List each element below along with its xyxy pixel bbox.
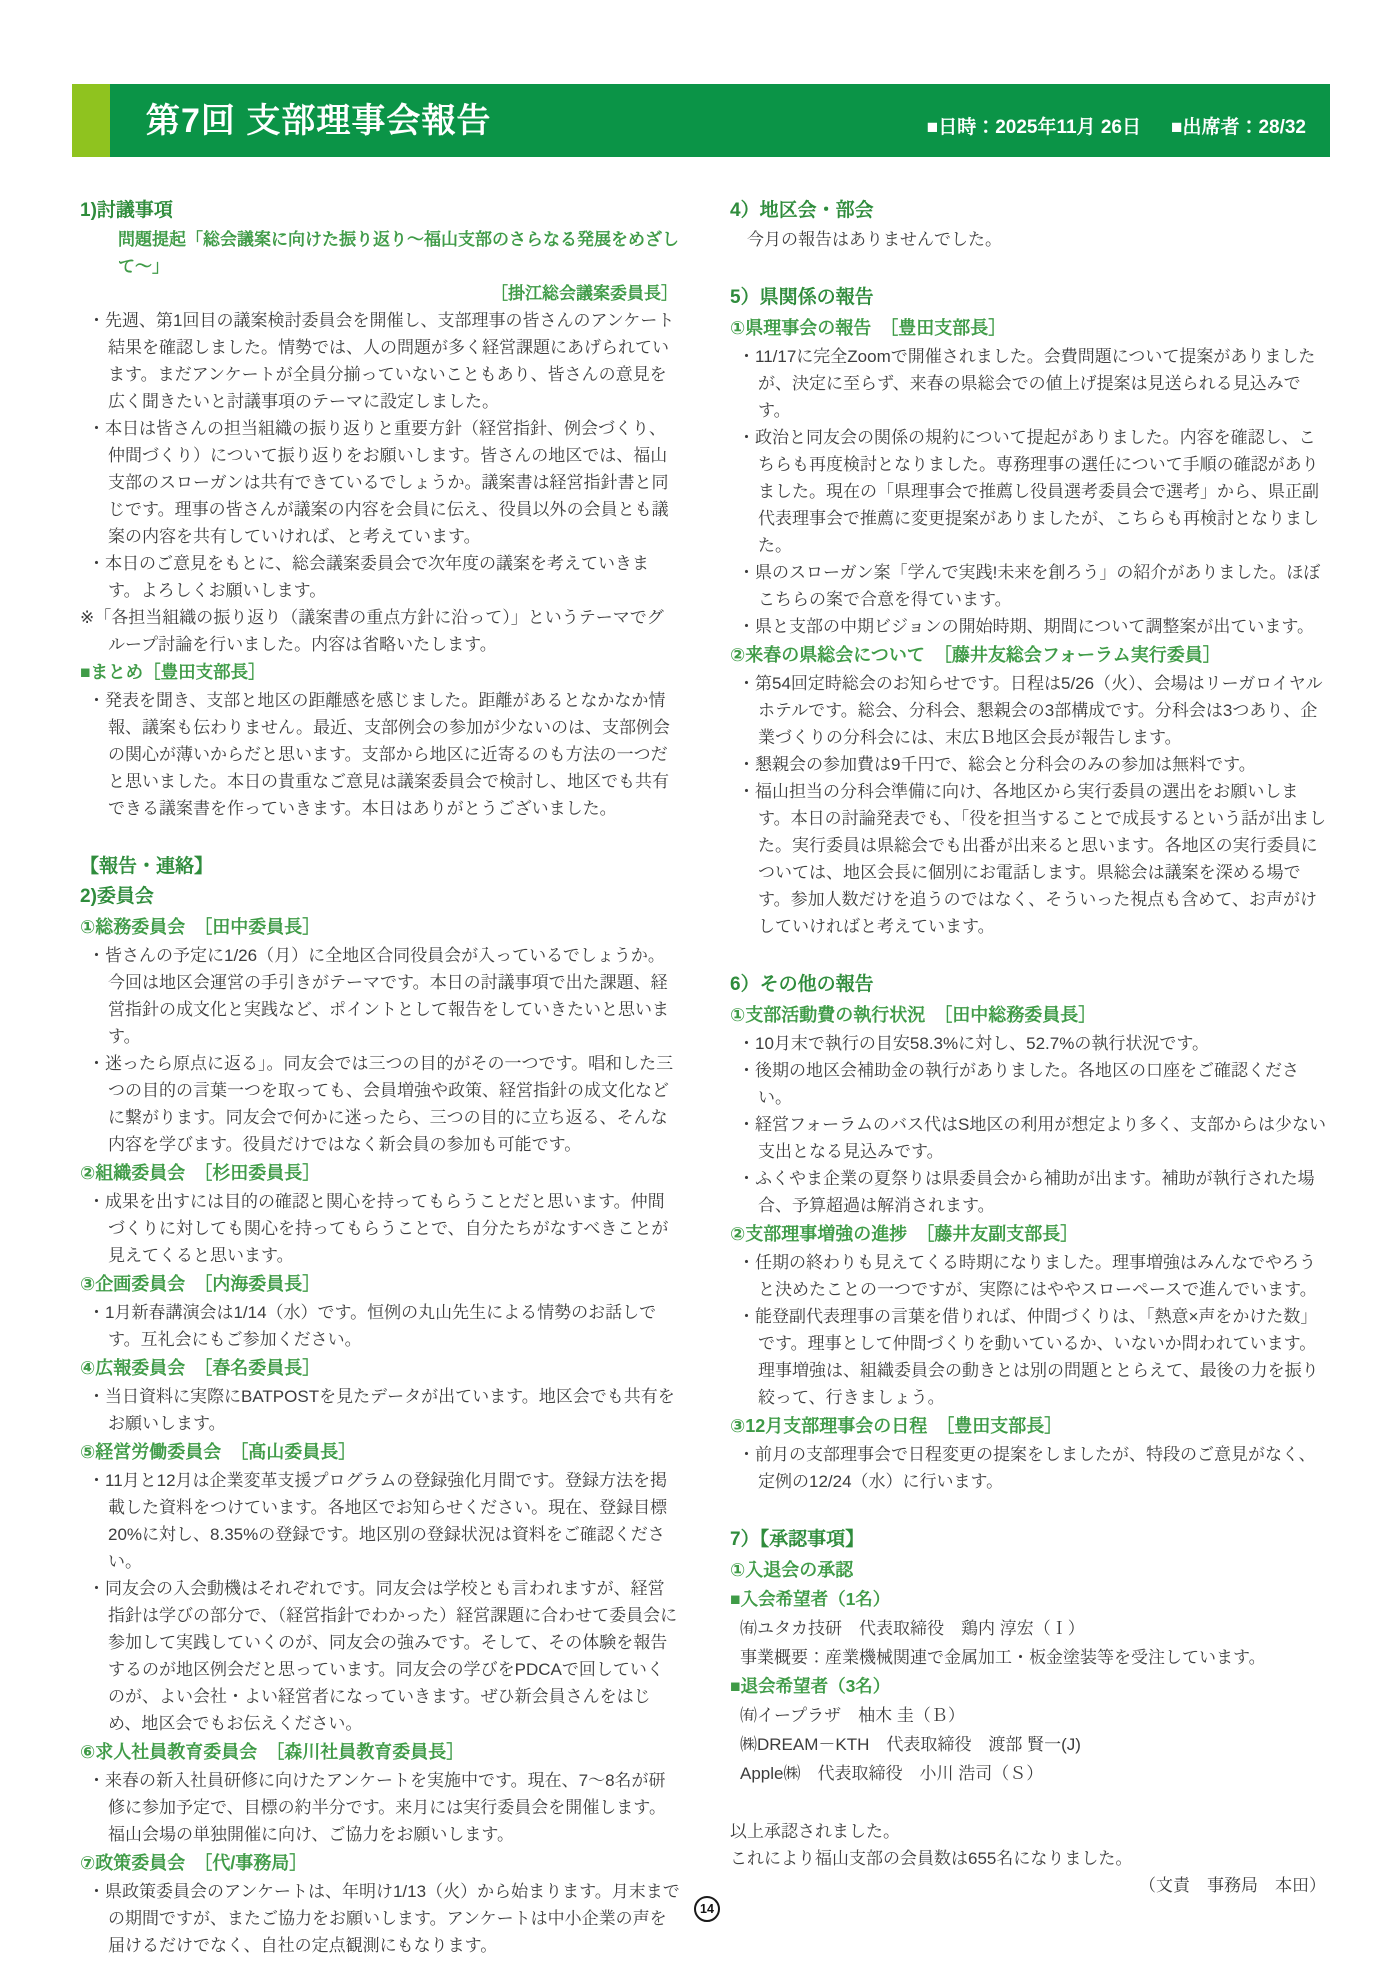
bullet-item: ・同友会の入会動機はそれぞれです。同友会は学校とも言われますが、経営指針は学びの部分で、（経営指針でわかった）経営課題に合わせて委員会に参加して実践していくのが、同友会の強みです。そして、その体験を報告するのが地区例会だと思っています。同友会の学びをPDCAで回していくのが、よい会社・よい経営者になっていきます。ぜひ新会員さんをはじめ、地区会でもお伝えください。 <box>88 1579 678 1733</box>
bullet-item: ・先週、第1回目の議案検討委員会を開催し、支部理事の皆さんのアンケート結果を確認しました。情勢では、人の問題が多く経営課題にあげられています。まだアンケートが全員分揃っていないこともあり、皆さんの意見を広く聞きたいと討議事項のテーマに設定しました。 <box>88 311 675 411</box>
section-heading: 4）地区会・部会 <box>730 200 874 221</box>
bullet-item: ・本日は皆さんの担当組織の振り返りと重要方針（経営指針、例会づくり、仲間づくり）について振り返りをお願いします。皆さんの地区では、福山支部のスローガンは共有できているでしょうか。議案書は経営指針書と同じです。理事の皆さんが議案の内容を会員に伝え、役員以外の会員とも議案の内容を共有していければ、と考えています。 <box>88 419 669 546</box>
subsection-heading: ⑦政策委員会 ［代/事務局］ <box>80 1853 308 1873</box>
square-heading: ■まとめ［豊田支部長］ <box>80 662 266 682</box>
bullet-item: ・本日のご意見をもとに、総会議案委員会で次年度の議案を考えていきます。よろしくお願いします。 <box>88 554 649 600</box>
section-heading: 7）【承認事項】 <box>730 1529 865 1550</box>
left-column <box>80 196 680 1959</box>
section-heading: 2)委員会 <box>80 886 154 907</box>
section-heading: 5）県関係の報告 <box>730 287 874 308</box>
indented-paragraph: 今月の報告はありませんでした。 <box>747 230 1002 249</box>
bullet-item: ・11/17に完全Zoomで開催されました。会費問題について提案がありましたが、決定に至らず、来春の県総会での値上げ提案は見送られる見込みです。 <box>738 347 1316 420</box>
bullet-item: ・10月末で執行の目安58.3%に対し、52.7%の執行状況です。 <box>738 1034 1209 1053</box>
document-body <box>80 196 1330 1959</box>
bullet-item: ・前月の支部理事会で日程変更の提案をしましたが、特段のご意見がなく、定例の12/24（水）に行います。 <box>738 1445 1316 1491</box>
member-line: 事業概要：産業機械関連で金属加工・板金塗装等を受注しています。 <box>740 1648 1266 1667</box>
attendance-count: ■出席者：28/32 <box>1170 117 1306 138</box>
bullet-item: ・後期の地区会補助金の執行がありました。各地区の口座をご確認ください。 <box>738 1061 1299 1107</box>
subsection-heading: ①入退会の承認 <box>730 1560 854 1580</box>
subsection-heading: ①総務委員会 ［田中委員長］ <box>80 917 321 937</box>
credit-line: （文責 事務局 本田） <box>1139 1876 1326 1895</box>
meeting-date: ■日時：2025年11月 26日 <box>926 117 1141 138</box>
bullet-item: ・福山担当の分科会準備に向け、各地区から実行委員の選出をお願いします。本日の討論発表でも、「役を担当することで成長するという話が出ました。実行委員は県総会でも出番が出来ると思います。各地区の実行委員については、地区会長に個別にお電話します。県総会は議案を深める場です。参加人数だけを追うのではなく、そういった視点も含めて、お声がけしていければと考えています。 <box>738 782 1327 936</box>
paragraph: これにより福山支部の会員数は655名になりました。 <box>730 1849 1133 1868</box>
bullet-item: ・ふくやま企業の夏祭りは県委員会から補助が出ます。補助が執行された場合、予算超過は解消されます。 <box>738 1169 1315 1215</box>
speaker-attribution: ［掛江総会議案委員長］ <box>491 284 678 303</box>
bullet-item: ・来春の新入社員研修に向けたアンケートを実施中です。現在、7～8名が研修に参加予定で、目標の約半分です。来月には実行委員会を開催します。福山会場の単独開催に向け、ご協力をお願いします。 <box>88 1771 666 1844</box>
bullet-item: ・発表を聞き、支部と地区の距離感を感じました。距離があるとなかなか情報、議案も伝わりません。最近、支部例会の参加が少ないのは、支部例会の関心が薄いからだと思います。支部から地区に近寄るのも方法の一つだと思いました。本日の貴重なご意見は議案委員会で検討し、地区でも共有できる議案書を作っていきます。本日はありがとうございました。 <box>88 691 671 818</box>
bullet-item: ・能登副代表理事の言葉を借りれば、仲間づくりは、「熱意×声をかけた数」です。理事として仲間づくりを動いているか、いないか問われています。理事増強は、組織委員会の動きとは別の問題ととらえて、最後の力を振り絞って、行きましょう。 <box>738 1307 1319 1407</box>
square-heading: ■入会希望者（1名） <box>730 1589 891 1609</box>
page-number-badge: 14 <box>694 1896 720 1922</box>
section-heading: 【報告・連絡】 <box>80 856 214 877</box>
bullet-item: ・当日資料に実際にBATPOSTを見たデータが出ています。地区会でも共有をお願いします。 <box>88 1387 675 1433</box>
bullet-item: ・1月新春講演会は1/14（水）です。恒例の丸山先生による情勢のお話しです。互礼会にもご参加ください。 <box>88 1303 657 1349</box>
bullet-item: ・県政策委員会のアンケートは、年明け1/13（火）から始まります。月末までの期間ですが、またご協力をお願いします。アンケートは中小企業の声を届けるだけでなく、自社の定点観測にもなります。 <box>88 1882 680 1955</box>
subsection-heading: ④広報委員会 ［春名委員長］ <box>80 1358 321 1378</box>
accent-square <box>72 84 110 157</box>
member-line: Apple㈱ 代表取締役 小川 浩司（Ｓ） <box>740 1764 1044 1783</box>
subsection-heading: ②支部理事増強の進捗 ［藤井友副支部長］ <box>730 1224 1079 1244</box>
bullet-item: ・皆さんの予定に1/26（月）に全地区合同役員会が入っているでしょうか。今回は地区会運営の手引きがテーマです。本日の討議事項で出た課題、経営指針の成文化と実践など、ポイントとして報告をしていきたいと思います。 <box>88 946 669 1046</box>
subsection-heading: ①支部活動費の執行状況 ［田中総務委員長］ <box>730 1005 1097 1025</box>
bullet-item: ・迷ったら原点に返る」。同友会では三つの目的がその一つです。唱和した三つの目的の言葉一つを取っても、会員増強や政策、経営指針の成文化などに繋がります。同友会で何かに迷ったら、三つの目的に立ち返る、そんな内容を学びます。役員だけではなく新会員の参加も可能です。 <box>88 1054 674 1154</box>
square-heading: ■退会希望者（3名） <box>730 1676 891 1696</box>
subsection-heading: ③企画委員会 ［内海委員長］ <box>80 1274 321 1294</box>
bullet-item: ・懇親会の参加費は9千円で、総会と分科会のみの参加は無料です。 <box>738 755 1256 774</box>
bullet-item: ・経営フォーラムのバス代はS地区の利用が想定より多く、支部からは少ない支出となる見込みです。 <box>738 1115 1326 1161</box>
member-line: ㈲ユタカ技研 代表取締役 鶏内 淳宏（Ｉ） <box>740 1619 1085 1638</box>
note-item: ※「各担当組織の振り返り（議案書の重点方針に沿って）」というテーマでグループ討論を行いました。内容は省略いたします。 <box>80 608 664 654</box>
subsection-heading: ③12月支部理事会の日程 ［豊田支部長］ <box>730 1416 1063 1436</box>
subsection-heading: ①県理事会の報告 ［豊田支部長］ <box>730 318 1007 338</box>
bullet-item: ・県のスローガン案「学んで実践!未来を創ろう」の紹介がありました。ほぼこちらの案で合意を得ています。 <box>738 563 1321 609</box>
bullet-item: ・11月と12月は企業変革支援プログラムの登録強化月間です。登録方法を掲載した資料をつけています。各地区でお知らせください。現在、登録目標20%に対し、8.35%の登録です。地区別の登録状況は資料をご確認ください。 <box>88 1471 668 1571</box>
section-heading: 1)討議事項 <box>80 200 173 221</box>
header-meta <box>927 84 1306 157</box>
section-heading: 6）その他の報告 <box>730 974 874 995</box>
topic-title: 問題提起「総会議案に向けた振り返り～福山支部のさらなる発展をめざして～」 <box>118 230 679 276</box>
page-title: 第7回 支部理事会報告 <box>146 101 492 140</box>
member-line: ㈱DREAM－KTH 代表取締役 渡部 賢一(J) <box>740 1735 1081 1754</box>
bullet-item: ・県と支部の中期ビジョンの開始時期、期間について調整案が出ています。 <box>738 617 1314 636</box>
member-line: ㈲イープラザ 柚木 圭（Ｂ） <box>740 1706 965 1725</box>
paragraph: 以上承認されました。 <box>730 1822 900 1841</box>
header-banner <box>110 84 1330 157</box>
bullet-item: ・政治と同友会の関係の規約について提起がありました。内容を確認し、こちらも再度検討となりました。専務理事の選任について手順の確認がありました。現在の「県理事会で推薦し役員選考委員会で選考」から、県正副代表理事会で推薦に変更提案がありましたが、こちらも再検討となりました。 <box>738 428 1319 555</box>
subsection-heading: ⑤経営労働委員会 ［髙山委員長］ <box>80 1442 357 1462</box>
bullet-item: ・第54回定時総会のお知らせです。日程は5/26（火）、会場はリーガロイヤルホテルです。総会、分科会、懇親会の3部構成です。分科会は3つあり、企業づくりの分科会には、末広Ｂ地区会長が報告します。 <box>738 674 1323 747</box>
right-column <box>730 196 1330 1959</box>
subsection-heading: ②来春の県総会について ［藤井友総会フォーラム実行委員］ <box>730 645 1221 665</box>
subsection-heading: ⑥求人社員教育委員会 ［森川社員教育委員長］ <box>80 1742 465 1762</box>
bullet-item: ・成果を出すには目的の確認と関心を持ってもらうことだと思います。仲間づくりに対しても関心を持ってもらうことで、自分たちがなすべきことが見えてくると思います。 <box>88 1192 669 1265</box>
subsection-heading: ②組織委員会 ［杉田委員長］ <box>80 1163 321 1183</box>
bullet-item: ・任期の終わりも見えてくる時期になりました。理事増強はみんなでやろうと決めたことの一つですが、実際にはややスローペースで進んでいます。 <box>738 1253 1317 1299</box>
